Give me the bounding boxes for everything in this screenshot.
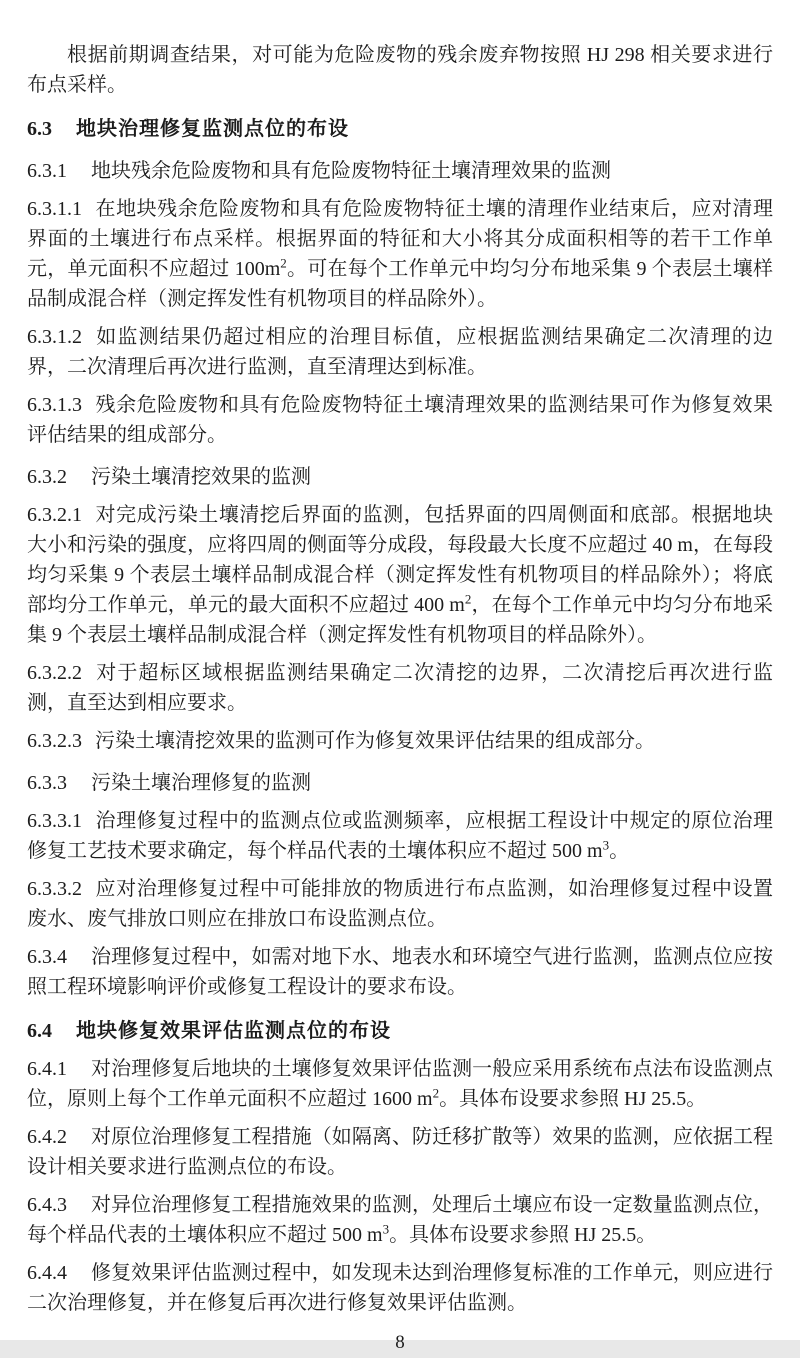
section-heading-6-4: [27, 1016, 773, 1046]
page-footer: [27, 1318, 773, 1358]
clause-number: 6.3.3.1: [27, 810, 82, 832]
section-title: 地块治理修复监测点位的布设: [76, 118, 349, 140]
clause-number: 6.4.4: [27, 1262, 67, 1284]
clause-text: 对完成污染土壤清挖后界面的监测，包括界面的四周侧面和底部。根据地块大小和污染的强度，应将四周的侧面等分成段，每段最大长度不应超过 40 m，在每段均匀采集 9 个表层土壤样品制成混合样（测定挥发性有机物项目的样品除外）；将底部均分工作单元，单元的最大面积不应超过 400 m: [27, 504, 773, 616]
clause-text: 修复效果评估监测过程中，如发现未达到治理修复标准的工作单元，则应进行二次治理修复，并在修复后再次进行修复效果评估监测。: [27, 1262, 773, 1314]
clause-6-3-4: [27, 942, 773, 1002]
page-number: 8: [395, 1332, 405, 1353]
clause-text: 如监测结果仍超过相应的治理目标值，应根据监测结果确定二次清理的边界，二次清理后再次进行监测，直至清理达到标准。: [27, 326, 773, 378]
subsection-heading-6-3-2: [27, 462, 773, 492]
clause-number: 6.3.1.2: [27, 326, 82, 348]
clause-number: 6.4.2: [27, 1126, 67, 1148]
clause-6-3-2-3: [27, 726, 773, 756]
clause-6-3-1-1: [27, 194, 773, 314]
clause-number: 6.3.1.1: [27, 198, 82, 220]
clause-text: 。: [609, 840, 630, 862]
superscript: 3: [382, 1221, 390, 1237]
clause-6-3-2-1: [27, 500, 773, 650]
clause-text: 应对治理修复过程中可能排放的物质进行布点监测，如治理修复过程中设置废水、废气排放口则应在排放口布设监测点位。: [27, 878, 773, 930]
clause-text: 对于超标区域根据监测结果确定二次清挖的边界，二次清挖后再次进行监测，直至达到相应要求。: [27, 662, 773, 714]
clause-number: 6.3.4: [27, 946, 67, 968]
clause-6-4-3: [27, 1190, 773, 1250]
superscript: 2: [464, 591, 472, 607]
clause-6-3-1-3: [27, 390, 773, 450]
clause-number: 6.3.2.3: [27, 730, 82, 752]
clause-text: 在地块残余危险废物和具有危险废物特征土壤的清理作业结束后，应对清理界面的土壤进行布点采样。根据界面的特征和大小将其分成面积相等的若干工作单元，单元面积不应超过 100m: [27, 198, 773, 280]
section-number: 6.3.3: [27, 772, 67, 794]
section-title: 污染土壤治理修复的监测: [91, 772, 311, 794]
superscript: 2: [432, 1085, 440, 1101]
paragraph-text: 根据前期调查结果，对可能为危险废物的残余废弃物按照 HJ 298 相关要求进行布点采样。: [27, 44, 773, 96]
subsection-heading-6-3-1: [27, 156, 773, 186]
clause-text: 。具体布设要求参照 HJ 25.5。: [439, 1088, 707, 1110]
clause-6-4-2: [27, 1122, 773, 1182]
clause-6-3-1-2: [27, 322, 773, 382]
clause-text: 污染土壤清挖效果的监测可作为修复效果评估结果的组成部分。: [95, 730, 655, 752]
clause-text: 。可在每个工作单元中均匀分布地采集 9 个表层土壤样品制成混合样（测定挥发性有机物项目的样品除外）。: [27, 258, 774, 310]
clause-text: 治理修复过程中，如需对地下水、地表水和环境空气进行监测，监测点位应按照工程环境影响评价或修复工程设计的要求布设。: [27, 946, 773, 998]
superscript: 2: [280, 255, 287, 271]
clause-text: 治理修复过程中的监测点位或监测频率，应根据工程设计中规定的原位治理修复工艺技术要求确定，每个样品代表的土壤体积应不超过 500 m: [27, 810, 773, 862]
clause-6-3-3-1: [27, 806, 773, 866]
section-number: 6.3: [27, 118, 52, 140]
superscript: 3: [602, 837, 610, 853]
section-heading-6-3: [27, 114, 773, 144]
clause-text: ，在每个工作单元中均匀分布地采集 9 个表层土壤样品制成混合样（测定挥发性有机物项目的样品除外）。: [27, 594, 773, 646]
clause-number: 6.3.2.2: [27, 662, 82, 684]
clause-6-3-2-2: [27, 658, 773, 718]
clause-number: 6.4.1: [27, 1058, 67, 1080]
clause-text: 对原位治理修复工程措施（如隔离、防迁移扩散等）效果的监测，应依据工程设计相关要求进行监测点位的布设。: [27, 1126, 773, 1178]
section-title: 地块残余危险废物和具有危险废物特征土壤清理效果的监测: [91, 160, 611, 182]
section-title: 污染土壤清挖效果的监测: [91, 466, 311, 488]
section-number: 6.3.1: [27, 160, 67, 182]
clause-text: 。具体布设要求参照 HJ 25.5。: [389, 1224, 657, 1246]
section-title: 地块修复效果评估监测点位的布设: [76, 1020, 391, 1042]
clause-number: 6.3.2.1: [27, 504, 82, 526]
subsection-heading-6-3-3: [27, 768, 773, 798]
clause-text: 残余危险废物和具有危险废物特征土壤清理效果的监测结果可作为修复效果评估结果的组成部分。: [27, 394, 773, 446]
clause-6-4-1: [27, 1054, 773, 1114]
clause-number: 6.3.3.2: [27, 878, 82, 900]
clause-text: 对治理修复后地块的土壤修复效果评估监测一般应采用系统布点法布设监测点位，原则上每个工作单元面积不应超过 1600 m: [27, 1058, 773, 1110]
body-paragraph: [27, 40, 773, 100]
clause-number: 6.4.3: [27, 1194, 67, 1216]
clause-6-3-3-2: [27, 874, 773, 934]
clause-6-4-4: [27, 1258, 773, 1318]
clause-number: 6.3.1.3: [27, 394, 82, 416]
clause-text: 对异位治理修复工程措施效果的监测，处理后土壤应布设一定数量监测点位，每个样品代表的土壤体积应不超过 500 m: [27, 1194, 773, 1246]
section-number: 6.4: [27, 1020, 52, 1042]
section-number: 6.3.2: [27, 466, 67, 488]
